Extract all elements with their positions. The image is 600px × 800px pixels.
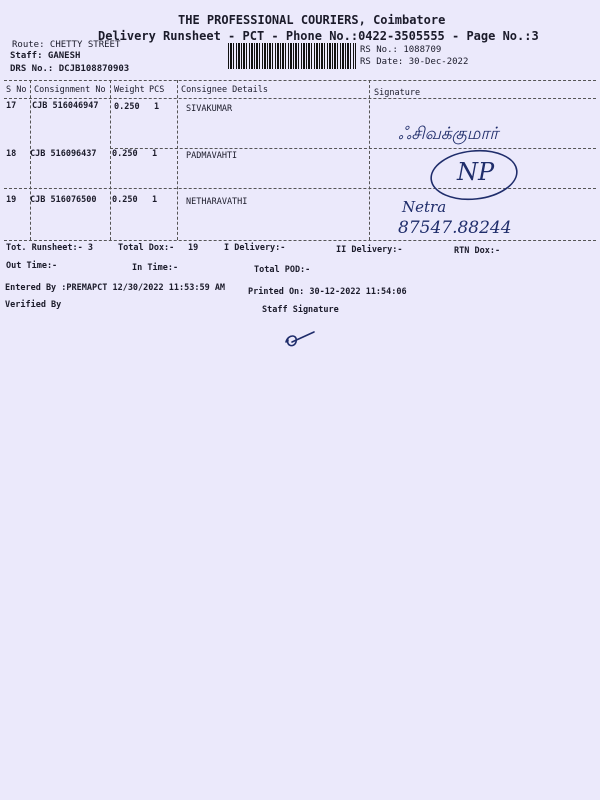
printed-on: Printed On: 30-12-2022 11:54:06 bbox=[248, 287, 407, 297]
i-delivery: I Delivery:- bbox=[224, 243, 286, 253]
rs-number: RS No.: 1088709 bbox=[360, 45, 442, 55]
row-pcs: 1 bbox=[152, 195, 158, 205]
row-weight: 0.250 bbox=[112, 195, 138, 205]
row-pcs: 1 bbox=[152, 149, 158, 159]
row-consignee: SIVAKUMAR bbox=[186, 104, 233, 114]
row-consignee: PADMAVAHTI bbox=[186, 151, 238, 161]
row-consignment: CJB 516046947 bbox=[32, 101, 99, 111]
column-header-consignee: Consignee Details bbox=[181, 85, 268, 95]
total-dox-value: 19 bbox=[188, 243, 199, 253]
column-header-signature: Signature bbox=[374, 88, 421, 98]
column-header-sno: S No bbox=[6, 85, 27, 95]
column-header-pcs: PCS bbox=[149, 85, 165, 95]
row-pcs: 1 bbox=[154, 102, 160, 112]
staff-signature-label: Staff Signature bbox=[262, 305, 339, 315]
row-rule bbox=[110, 148, 596, 149]
total-dox-label: Total Dox:- bbox=[118, 243, 175, 253]
out-time: Out Time:- bbox=[6, 261, 58, 271]
handwritten-phone-row19: 87547.88244 bbox=[398, 218, 512, 238]
handwritten-signature-row17: ஃசிவக்குமார் bbox=[398, 124, 499, 144]
col-divider bbox=[30, 80, 31, 240]
entered-by: Entered By :PREMAPCT 12/30/2022 11:53:59 AM bbox=[5, 283, 226, 293]
col-divider bbox=[177, 80, 178, 240]
row-weight: 0.250 bbox=[114, 102, 140, 112]
rs-date: RS Date: 30-Dec-2022 bbox=[360, 57, 469, 67]
row-sno: 17 bbox=[6, 101, 17, 111]
row-consignee: NETHARAVATHI bbox=[186, 197, 248, 207]
header-bottom-rule bbox=[4, 98, 596, 99]
barcode bbox=[228, 43, 356, 69]
rtn-dox: RTN Dox:- bbox=[454, 246, 501, 256]
staff-signature-mark bbox=[282, 328, 318, 350]
row-sno: 18 bbox=[6, 149, 17, 159]
row-consignment: CJB 516076500 bbox=[30, 195, 97, 205]
row-sno: 19 bbox=[6, 195, 17, 205]
company-title: THE PROFESSIONAL COURIERS, Coimbatore bbox=[178, 13, 446, 27]
row-weight: 0.250 bbox=[112, 149, 138, 159]
row-consignment: CJB 516096437 bbox=[30, 149, 97, 159]
col-divider bbox=[110, 80, 111, 240]
drs-number: DRS No.: DCJB108870903 bbox=[10, 64, 130, 74]
col-divider bbox=[369, 80, 370, 240]
verified-by: Verified By bbox=[5, 300, 62, 310]
route-label: Route: CHETTY STREET bbox=[12, 40, 121, 50]
in-time: In Time:- bbox=[132, 263, 179, 273]
ii-delivery: II Delivery:- bbox=[336, 245, 403, 255]
staff-label: Staff: GANESH bbox=[10, 51, 81, 61]
table-bottom-rule bbox=[4, 240, 596, 241]
column-header-weight: Weight bbox=[114, 85, 145, 95]
runsheet-subtitle: Delivery Runsheet - PCT - Phone No.:0422-3505555 - Page No.:3 bbox=[98, 29, 539, 43]
stamp-initials: NP bbox=[457, 158, 495, 186]
tot-runsheet: Tot. Runsheet:- 3 bbox=[6, 243, 93, 253]
table-top-rule bbox=[4, 80, 596, 81]
handwritten-signature-row19: Netra bbox=[402, 198, 447, 216]
column-header-consignment: Consignment No bbox=[34, 85, 106, 95]
total-pod: Total POD:- bbox=[254, 265, 311, 275]
